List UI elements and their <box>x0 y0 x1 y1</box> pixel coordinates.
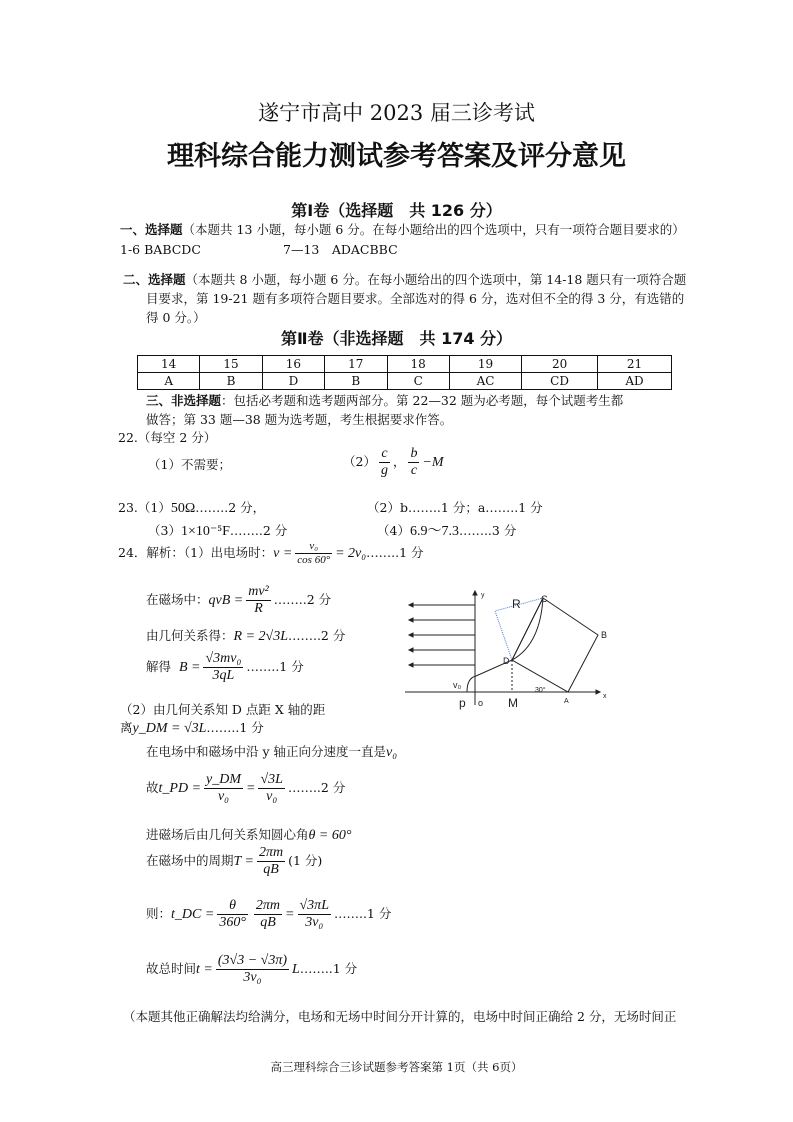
cell: 18 <box>387 356 449 373</box>
q23-part1: 23.（1）50Ω……..2 分， <box>118 500 266 516</box>
exam-title: 遂宁市高中 2023 届三诊考试 <box>258 101 535 125</box>
cell: C <box>387 373 449 390</box>
q24-line9: 进磁场后由几何关系知圆心角θ = 60° <box>146 827 352 843</box>
section2-line2: 目要求，第 19-21 题有多项符合题目要求。全部选对的得 6 分，选对但不全的得 3 分，有选错的 <box>146 291 685 306</box>
cell: 14 <box>138 356 200 373</box>
q24-line8: 故t_PD = $\frac{y\_DM}{\text{v₀}}$ = $\frac{√3L}{\text{v₀}}$ ……..2 分 <box>146 772 346 804</box>
label-A: A <box>564 698 569 705</box>
section2-line3: 得 0 分。） <box>146 310 206 325</box>
cell: AD <box>598 373 672 390</box>
label-D: D <box>503 656 510 666</box>
q24-line7: 在电场中和磁场中沿 y 轴正向分速度一直是v₀ <box>146 744 398 760</box>
cell: 15 <box>200 356 262 373</box>
cell: D <box>262 373 324 390</box>
answers-7-13: 7—13 ADACBBC <box>283 242 398 257</box>
q24-line1: 24．解析：（1）出电场时：v = $\frac{\text{v₀}}{\cos 60^\circ}$ = 2v₀……..1 分 <box>118 540 424 566</box>
electric-field-lines <box>411 605 475 665</box>
cell: CD <box>522 373 598 390</box>
cell: 19 <box>449 356 521 373</box>
document-title: 理科综合能力测试参考答案及评分意见 <box>167 141 626 172</box>
cell: 20 <box>522 356 598 373</box>
label-P: p <box>459 696 466 710</box>
label-y: y <box>481 592 485 599</box>
q24-line4: 解得 B = $\frac{\text{√3mv₀}}{3qL}$ ……..1 分 <box>146 651 304 683</box>
q24-line3: 由几何关系得：R = 2√3L……..2 分 <box>146 628 346 644</box>
cell: 16 <box>262 356 324 373</box>
section2-line1: 二、选择题（本题共 8 小题，每小题 6 分。在每小题给出的四个选项中，第 14-18 题只有一项符合题 <box>123 272 687 287</box>
answers-1-6: 1-6 BABCDC <box>120 242 201 257</box>
q23-part2: （2）b……..1 分；a……..1 分 <box>367 500 543 515</box>
label-B: B <box>601 630 608 640</box>
q22-part1: （1）不需要； <box>148 457 231 472</box>
q23-part3: （3）1×10⁻⁵F……..2 分 <box>148 523 288 539</box>
label-C: C <box>541 594 548 604</box>
q24-line5: （2）由几何关系知 D 点距 X 轴的距 <box>120 702 326 717</box>
magnetic-field-region <box>512 598 598 692</box>
section1-intro: 一、选择题（本题共 13 小题，每小题 6 分。在每小题给出的四个选项中，只有一项符合题目要求的） <box>120 222 685 237</box>
part2-heading: 第Ⅱ卷（非选择题 共 174 分） <box>280 329 513 348</box>
part1-heading: 第Ⅰ卷（选择题 共 126 分） <box>291 201 502 220</box>
cell: 21 <box>598 356 672 373</box>
cell: 17 <box>325 356 387 373</box>
q24-line2: 在磁场中：qvB = $\frac{\text{mv²}}{R}$ ……..2 分 <box>146 584 332 616</box>
q24-line11: 则：t_DC = $\frac{\theta}{360^\circ}$ $\frac{2\pi m}{qB}$ = $\frac{√3\pi L}{\text{3v₀}}$ ……..1 分 <box>146 898 392 930</box>
q24-line6: 离y_DM = √3L……..1 分 <box>120 720 264 736</box>
label-O: o <box>478 698 484 708</box>
q24-line10: 在磁场中的周期T = $\frac{2\pi m}{qB}$ (1 分) <box>146 845 323 877</box>
label-M: M <box>508 696 518 710</box>
section3-line1: 三、非选择题：包括必考题和选考题两部分。第 22—32 题为必考题，每个试题考生都 <box>146 393 624 408</box>
q24-line12: 故总时间t = $\frac{(3√3 - √3\pi)}{\text{3v₀}}$ L……..1 分 <box>146 953 358 985</box>
q22-part2: （2） $\frac{c}{g}$ ， $\frac{b}{c}$ −M <box>343 446 444 478</box>
page-footer: 高三理科综合三诊试题参考答案第 1页（共 6页） <box>270 1060 523 1074</box>
cell: AC <box>449 373 521 390</box>
label-R: R <box>512 597 521 611</box>
cell: B <box>325 373 387 390</box>
q22-head: 22.（每空 2 分） <box>118 430 217 445</box>
q24-note: （本题其他正确解法均给满分，电场和无场中时间分开计算的，电场中时间正确给 2 分，无场时间正 <box>123 1009 677 1024</box>
q23-part4: （4）6.9～7.3……..3 分 <box>377 523 517 539</box>
label-v0: v₀ <box>453 680 462 690</box>
cell: B <box>200 373 262 390</box>
section3-line2: 做答；第 33 题—38 题为选考题，考生根据要求作答。 <box>146 412 453 427</box>
label-x: x <box>603 693 607 700</box>
label-angle: 30° <box>535 687 546 694</box>
field-arrowheads <box>409 591 600 694</box>
cell: A <box>138 373 200 390</box>
